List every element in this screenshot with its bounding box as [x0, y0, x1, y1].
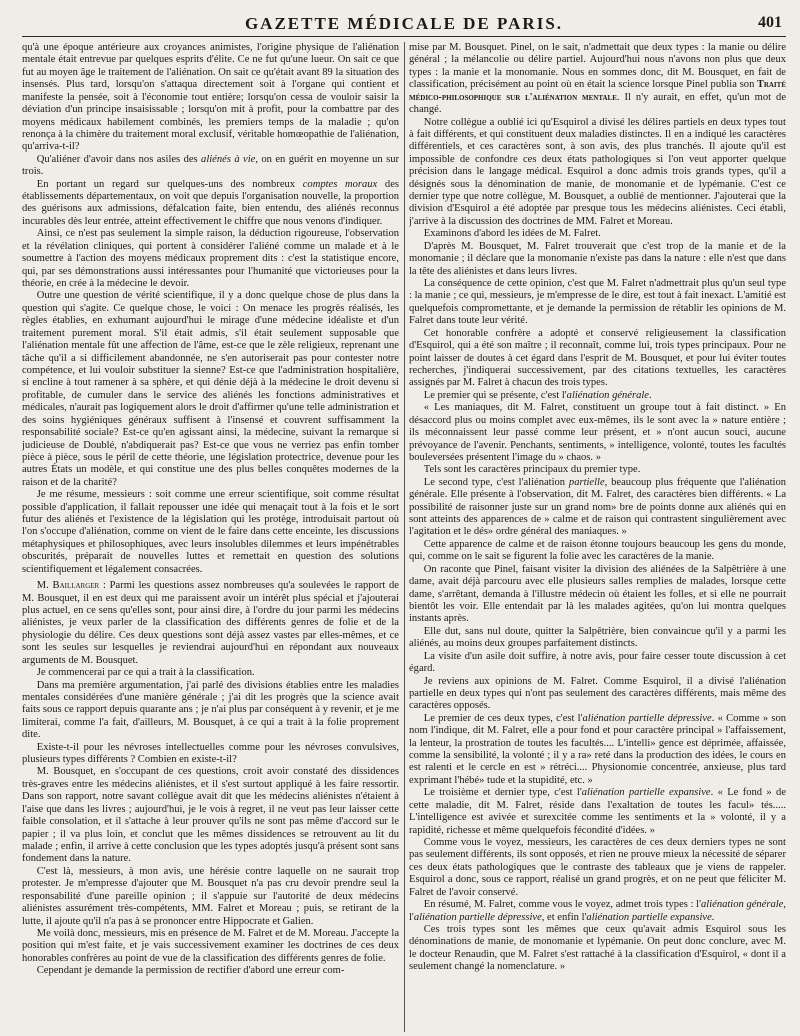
- paragraph: Notre collègue a oublié ici qu'Esquirol a divisé les délires partiels en deux types tout à fait différents, et qui constituent deux maladies distinctes. Il en a indiqué les caractères différentiels, et ces caractères sont, à son avis, des plus tranchés. Il ajoute qu'il est impossible de confondre ces deux états pathologiques si l'on veut apporter quelque précision dans le langage médical. Esquirol a donc admis trois grands types, qu'il a désignés sous la dénomination de manie, de monomanie et de lypémanie. C'est ce dernier type que notre collègue, M. Bousquet, a oublié de mentionner. J'ajouterai que la division d'Esquirol a été adoptée par presque tous les médecins aliénistes. Ceci établi, j'arrive à la discussion des doctrines de MM. Falret et Moreau.: [409, 116, 786, 227]
- two-column-body: [22, 42, 786, 1032]
- paragraph: Qu'aliéner d'avoir dans nos asiles des aliénés à vie, on en guérit en moyenne un sur trois.: [22, 153, 399, 178]
- journal-title: GAZETTE MÉDICALE DE PARIS.: [244, 14, 564, 33]
- emphasis: aliénation partielle expansive: [586, 911, 712, 923]
- paragraph: Le premier de ces deux types, c'est l'aliénation partielle dépressive. « Comme » son nom l'indique, dit M. Falret, elle a pour fond et pour caractère principal » l'affaissement, la lenteur, la prostration de toutes les facultés.... L'intelli» gence est déprimée, affaissée, comme la sensibilité, la volonté ; il y a ra» reté dans la production des idées, le cours en est ralenti et le cercle en est » rétréci.... Physionomie concentrée, anxieuse, plus tard exprimant l'hébé» tude et la stupidité, etc. »: [409, 712, 786, 786]
- paragraph: En résumé, M. Falret, comme vous le voyez, admet trois types : l'aliénation générale, l'aliénation partielle dépressive, et enfin l'aliénation partielle expansive.: [409, 899, 786, 923]
- paragraph: Je reviens aux opinions de M. Falret. Comme Esquirol, il a divisé l'aliénation partielle en deux types qui n'ont pas seulement des caractères différents, mais même des caractères opposés.: [409, 675, 786, 712]
- paragraph: Tels sont les caractères principaux du premier type.: [423, 464, 641, 476]
- paragraph: C'est là, messieurs, à mon avis, une hérésie contre laquelle on ne saurait trop protester. Je m'empresse d'ajouter que M. Bousquet n'a pas cru devoir prendre seul la responsabilité d'une pareille opinion ; il s'appuie sur l'autorité de deux médecins aliénistes assurément très-compétents, MM. Falret et Moreau ; puis, se retirant de la lutte, il ajoute qu'il n'a pas à se prononcer entre Hippocrate et Galien.: [22, 865, 399, 927]
- paragraph: Cet honorable confrère a adopté et conservé religieusement la classification d'Esquirol, qui a été son maître ; il reconnaît, comme lui, trois types principaux. Pour ne point laisser de doutes à cet égard dans l'esprit de M. Bousquet, et pour lui éviter toutes recherches, j'indiquerai successivement, par des citations textuelles, les caractères assignés par M. Falret à chacun des trois types.: [409, 327, 786, 389]
- paragraph: Je me résume, messieurs : soit comme une erreur scientifique, soit comme résultat possible d'application, il fallait repousser une idée qui menaçait tout à la fois et le sort futur des aliénés et l'existence de la législation qui les protège, introduisait partout où l'on s'occupe d'aliénation, comme on vient de le faire dans cette enceinte, les discussions métaphysiques et philosophiques, avec leurs insolubles dilemmes et leurs impénétrables obscurités, préparait de nouvelles luttes et remettait en question des solutions scientifiquement et légalement consacrées.: [22, 489, 399, 575]
- emphasis: aliénation partielle expansive: [581, 787, 711, 799]
- emphasis: aliénation partielle dépressive: [413, 911, 542, 923]
- paragraph: Le troisième et dernier type, c'est l'aliénation partielle expansive. « Le fond » de cette maladie, dit M. Falret, réside dans l'exaltation de toutes les facul» tés..... L'intelligence est avivée et surexcitée comme les sentiments et la » volonté, il y a rapidité, richesse et même quelquefois fécondité d'idées. »: [409, 787, 786, 836]
- paragraph: mise par M. Bousquet. Pinel, on le sait, n'admettait que deux types : la manie ou délire général ; la mélancolie ou délire partiel. Aujourd'hui nous n'avons non plus que deux types : la manie et la monomanie. Nous en sommes donc, dit M. Bousquet, en fait de classification, précisément au point où en était la science lorsque Pinel publia son Traité médico-philosophique sur l'aliénation mentale. Il n'y aurait, en effet, qu'un mot de changé.: [409, 42, 786, 116]
- paragraph: Je commencerai par ce qui a trait à la classification.: [36, 667, 255, 679]
- paragraph: Me voilà donc, messieurs, mis en présence de M. Falret et de M. Moreau. J'accepte la position qui m'est faite, et je vais successivement examiner les doctrines de ces deux honorables confrères au point de vue de la classification des différents genres de folie.: [22, 927, 399, 964]
- paragraph: Ainsi, ce n'est pas seulement la simple raison, la déduction rigoureuse, l'observation et la révélation cliniques, qui portent à considérer l'aliéné comme un malade et à le soumettre à l'action des moyens médicaux proprement dits : c'est la statistique encore, qui, par ses démonstrations aussi intéressantes pour l'humanité que victorieuses pour la théorie, en crée à la médecine le devoir.: [22, 228, 399, 290]
- paragraph: En portant un regard sur quelques-uns des nombreux comptes moraux des établissements départementaux, on voit que depuis l'organisation nouvelle, la proportion des guérisons aux admissions, défalcation faite, bien entendu, des aliénés reconnus incurables dès leur entrée, atteint effectivement le chiffre que nous venons d'indiquer.: [22, 178, 399, 227]
- paragraph: Cependant je demande la permission de rectifier d'abord une erreur com-: [36, 965, 345, 977]
- left-column: [22, 42, 399, 1032]
- paragraph: Le second type, c'est l'aliénation partielle, beaucoup plus fréquente que l'aliénation générale. Elle présente à l'observation, dit M. Falret, des caractères bien différents. « La possibilité de raisonner juste sur un grand nom» bre de points donne aux aliénés qui en sont atteints des apparences de » calme et de raison qui contrastent singulièrement avec l'agitation et le dés» ordre général des maniaques. »: [409, 476, 786, 538]
- emphasis: aliénation partielle dépressive: [582, 712, 712, 724]
- paragraph: Outre une question de vérité scientifique, il y a donc quelque chose de plus dans la question qui s'agite. Ce quelque chose, le voici : On menace les progrès réalisés, les règles établies, en exhumant aujourd'hui le mirage d'une médecine idéaliste et d'un traitement purement moral. S'il était admis, s'il était seulement supposable que l'aliénation mentale fût une affection de l'âme, est-ce que le zèle religieux, reprenant une tâche qu'il a si difficilement abandonnée, ne s'en autoriserait pas pour contester notre compétence, et lui vouloir substituer la sienne? Est-ce que l'administration hospitalière, si encline à tout ramener à sa sphère, et qui dénie déjà à la médecine le droit devenu si profitable, de cumuler dans le service des aliénés les fonctions administratives et médicales, n'aurait pas logiquement alors le droit d'affirmer qu'une telle administration et des soins hygiéniques généraux suffisent à l'insensé et couvrent suffisamment la responsabilité sociale? Est-ce qu'en agissant ainsi, la médecine, suivant la remarque si judicieuse de Doublé, n'abdiquerait pas? Est-ce que vous ne verriez pas enfin tomber pièce à pièce, sous le péril de cette théorie, une législation protectrice, devenue pour les autres États un modèle, et qui constitue une des plus belles conquêtes modernes de la raison et de la charité?: [22, 290, 399, 488]
- emphasis: aliénés à vie: [201, 153, 256, 165]
- book-title: Traité médico-philosophique sur l'aliénation mentale: [409, 79, 786, 103]
- right-column: [409, 42, 786, 1032]
- emphasis: comptes moraux: [302, 178, 378, 190]
- speaker-name: M. Baillarger: [36, 580, 100, 592]
- paragraph: M. Bousquet, en s'occupant de ces questions, croit avoir constaté des dissidences très-graves entre les médecins aliénistes, et il s'est surtout appliqué à les faire ressortir. Dans son rapport, notre savant collègue avait dit que les médecins aliénistes n'étaient à l'aise que dans les livres ; aujourd'hui, je le vois à regret, il ne veut pas leur laisser cette faible consolation, et il s'attache à leur prouver qu'ils ne sont pas même d'accord sur le papier ; il va plus loin, et conclut que les mêmes dissidences se retrouvent au lit du malade ; enfin, il arrive à cette conclusion que les types adoptés jusqu'à présent sont sans fondement dans la nature.: [22, 766, 399, 865]
- quotation: « Les maniaques, dit M. Falret, constituent un groupe tout à fait distinct. » En désaccord plus ou moins complet avec eux-mêmes, ils le sont avec la » nature entière ; ils méconnaissent leur passé comme leur présent, et » n'ont aucun souci, aucune prévoyance de l'avenir. Penchants, sentiments, » intelligence, volonté, toutes les facultés bouleversées présentent l'image du » chaos. »: [409, 402, 786, 463]
- paragraph: Cette apparence de calme et de raison étonne toujours beaucoup les gens du monde, qui, comme on le sait se figurent la folie avec les caractères de la manie.: [409, 538, 786, 563]
- paragraph: Le premier qui se présente, c'est l'aliénation générale.: [423, 389, 652, 401]
- paragraph: Comme vous le voyez, messieurs, les caractères de ces deux derniers types ne sont pas seulement différents, ils sont opposés, et rien ne prouve mieux la nécessité de séparer ces deux états pathologiques que le contraste des tableaux que je viens de rappeler. Esquirol a donc, sous ce rapport, réalisé un grand progrès, et on ne peut que féliciter M. Falret de l'avoir conservé.: [409, 837, 786, 898]
- paragraph: Dans ma première argumentation, j'ai parlé des divisions établies entre les maladies mentales considérées d'une manière générale ; j'ai dit les progrès que la science avait faits sous ce rapport depuis quarante ans ; je n'ai plus par conséquent à y revenir, et je me limiterai, comme l'a fait, d'ailleurs, M. Bousquet, à ce qui a trait à la folie proprement dite.: [22, 679, 399, 741]
- page-number: 401: [758, 14, 782, 31]
- paragraph: La conséquence de cette opinion, c'est que M. Falret n'admettrait plus qu'un seul type : la manie ; ce qui, messieurs, je m'empresse de le dire, est tout à fait inexact. L'amitié est quelquefois compromettante, et je demande la permission de rétablir les opinions de M. Falret dans toute leur vérité.: [409, 278, 786, 327]
- paragraph: On raconte que Pinel, faisant visiter la division des aliénées de la Salpêtrière à une dame, avait déjà parcouru avec elle plusieurs salles remplies de malades, lorsque cette dame, s'arrêtant, demanda à l'illustre médecin où étaient les folles, et si elle ne pourrait bientôt les voir. Elle entendait par là les malades agitées, qu'on lui montra quelques instants après.: [409, 563, 786, 625]
- emphasis: aliénation générale: [701, 899, 784, 911]
- paragraph: Examinons d'abord les idées de M. Falret.: [423, 228, 601, 240]
- paragraph: D'après M. Bousquet, M. Falret trouverait que c'est trop de la manie et de la monomanie ; il déclare que la monomanie n'existe pas dans la nature : elle n'est que dans la tête des aliénistes et dans leurs livres.: [409, 240, 786, 277]
- paragraph: Elle dut, sans nul doute, quitter la Salpêtrière, bien convaincue qu'il y a parmi les aliénés, au moins deux groupes parfaitement distincts.: [409, 625, 786, 650]
- emphasis: aliénation générale: [566, 389, 649, 401]
- paragraph: Ces trois types sont les mêmes que ceux qu'avait admis Esquirol sous les dénominations de manie, de monomanie et lypémanie. On peut donc conclure, avec M. le docteur Renaudin, que M. Falret s'est rattaché à la classification d'Esquirol, « dont il a seulement changé la nomenclature. »: [409, 923, 786, 973]
- emphasis: partielle: [568, 476, 605, 488]
- paragraph: qu'à une époque antérieure aux croyances animistes, l'origine physique de l'aliénation mentale était entrevue par quelques esprits d'élite. Ce ne fut qu'une lueur. On sait ce que fut au moyen âge le traitement de l'aliénation. On sait ce qu'était avant 89 la situation des insensés. Plus tard, lorsqu'on s'attaqua directement soit à l'organe qui contient et manifeste la pensée, soit à l'économie tout entière; lorsqu'on cessa de vouloir saisir la déviation d'un principe insaisissable ; lorsqu'on mit à profit, pour la combattre par des moyens médicaux habilement combinés, les premiers temps de la maladie ; qu'on renonça à la chimère du traitement moral exclusif, véritable homœopathie de l'aliénation, qu'arriva-t-il?: [22, 42, 399, 153]
- paragraph: Existe-t-il pour les névroses intellectuelles comme pour les névroses convulsives, plusieurs types différents ? Combien en existe-t-il?: [22, 741, 399, 766]
- paragraph: M. Baillarger : Parmi les questions assez nombreuses qu'a soulevées le rapport de M. Bousquet, il en est deux qui me paraissent avoir un intérêt plus spécial et j'ajouterai plus actuel, en ce sens qu'elles sont, pour ainsi dire, à l'ordre du jour parmi les médecins aliénistes, je veux parler de la classification des différents genres de folie et de la physiologie du délire. Ces deux questions sont déjà assez vastes par elles-mêmes, et ce sont les seules sur lesquelles je reviendrai aujourd'hui en répondant aux nouveaux arguments de M. Bousquet.: [22, 580, 399, 666]
- paragraph: La visite d'un asile doit suffire, à notre avis, pour faire cesser toute discussion à cet égard.: [409, 650, 786, 675]
- running-header: [22, 12, 786, 37]
